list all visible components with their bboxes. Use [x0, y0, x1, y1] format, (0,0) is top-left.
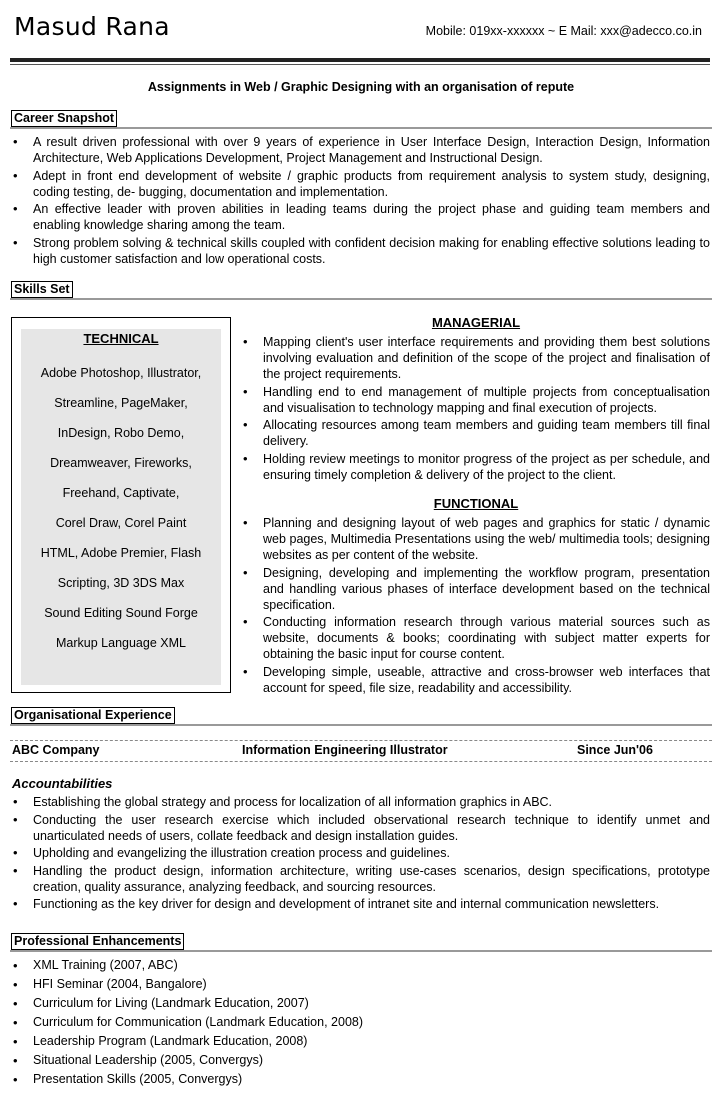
list-item: • Conducting information research through various material sources such as website, documents & books; coordinating with subject matter experts for obtaining the basic input for course content. — [241, 614, 710, 662]
company-name: ABC Company — [12, 743, 100, 757]
list-item: • Situational Leadership (2005, Convergys) — [11, 1052, 710, 1069]
list-item: • HFI Seminar (2004, Bangalore) — [11, 976, 710, 993]
managerial-list — [241, 334, 710, 484]
header-rule — [10, 58, 710, 62]
dotted-divider — [10, 740, 712, 741]
technical-skill: Scripting, 3D 3DS Max — [57, 576, 185, 590]
dotted-divider — [10, 761, 712, 762]
list-item: • An effective leader with proven abilities in leading teams during the project phase and guiding team members and enabling knowledge sharing among the team. — [11, 201, 710, 233]
enhancements-heading: Professional Enhancements — [11, 933, 184, 950]
list-item: • Developing simple, useable, attractive and cross-browser web interfaces that account for speed, file size, readability and accessibility. — [241, 664, 710, 696]
candidate-name: Masud Rana — [14, 12, 170, 41]
job-since: Since Jun'06 — [577, 743, 653, 757]
list-item: • Strong problem solving & technical skills coupled with confident decision making for enabling effective solutions leading to high customer satisfaction and low operational costs. — [11, 235, 710, 267]
experience-heading: Organisational Experience — [11, 707, 175, 724]
technical-skill: Sound Editing Sound Forge — [44, 606, 198, 620]
technical-skill: Streamline, PageMaker, — [54, 396, 188, 410]
list-item: • Handling the product design, information architecture, writing use-cases scenarios, design specifications, prototype creation, quality assurance, analyzing feedback, and sourcing resources. — [11, 863, 710, 895]
list-item: • Curriculum for Communication (Landmark Education, 2008) — [11, 1014, 710, 1031]
list-item: • Designing, developing and implementing the workflow program, presentation and handling various phases of interface development based on the technical specification. — [241, 565, 710, 613]
skills-heading: Skills Set — [11, 281, 73, 298]
list-item: • Presentation Skills (2005, Convergys) — [11, 1071, 710, 1088]
technical-skill: InDesign, Robo Demo, — [57, 426, 185, 440]
job-title: Information Engineering Illustrator — [242, 743, 448, 757]
section-rule — [10, 298, 712, 300]
technical-skills-box — [11, 317, 231, 693]
technical-skill: Corel Draw, Corel Paint — [55, 516, 187, 530]
technical-skill: Markup Language XML — [56, 636, 186, 650]
list-item: • Holding review meetings to monitor progress of the project as per schedule, and ensuring timely completion & delivery of the project to the client. — [241, 451, 710, 483]
header-rule-thin — [10, 64, 710, 65]
list-item: • Leadership Program (Landmark Education, 2008) — [11, 1033, 710, 1050]
enhancements-list — [11, 957, 710, 1090]
section-rule — [10, 127, 712, 129]
functional-list — [241, 515, 710, 697]
managerial-title: MANAGERIAL — [431, 315, 521, 330]
headline: Assignments in Web / Graphic Designing with an organisation of repute — [147, 80, 575, 94]
list-item: • Conducting the user research exercise which included observational research technique to identify unmet and unarticulated needs of users, collate feedback and design installation guides. — [11, 812, 710, 844]
list-item: • Establishing the global strategy and process for localization of all information graphics in ABC. — [11, 794, 710, 810]
technical-title: TECHNICAL — [83, 331, 159, 346]
technical-skills-panel — [21, 329, 221, 685]
list-item: • A result driven professional with over 9 years of experience in User Interface Design, Interaction Design, Information Architecture, Web Applications Development, Project Management and Instructional Design. — [11, 134, 710, 166]
list-item: • Handling end to end management of multiple projects from conceptualisation and visualisation to technology mapping and final execution of projects. — [241, 384, 710, 416]
accountabilities-title: Accountabilities — [12, 776, 113, 791]
list-item: • Upholding and evangelizing the illustration creation process and guidelines. — [11, 845, 710, 861]
functional-title: FUNCTIONAL — [433, 496, 519, 511]
list-item: • Planning and designing layout of web pages and graphics for static / dynamic web pages, Multimedia Presentations using the web/ multimedia tools; designing websites as per content of the website. — [241, 515, 710, 563]
section-rule — [10, 950, 712, 952]
contact-info: Mobile: 019xx-xxxxxx ~ E Mail: xxx@adecco.co.in — [425, 24, 702, 38]
list-item: • Mapping client's user interface requirements and providing them best solutions involving evaluation and definition of the scope of the project and finalisation of the project requirements. — [241, 334, 710, 382]
list-item: • Adept in front end development of website / graphic products from requirement analysis to system study, designing, coding testing, de- bugging, documentation and implementation. — [11, 168, 710, 200]
technical-skill: Adobe Photoshop, Illustrator, — [40, 366, 202, 380]
list-item: • Functioning as the key driver for design and development of intranet site and internal communication newsletters. — [11, 896, 710, 912]
list-item: • XML Training (2007, ABC) — [11, 957, 710, 974]
list-item: • Allocating resources among team members and guiding team members till final delivery. — [241, 417, 710, 449]
technical-skill: HTML, Adobe Premier, Flash — [40, 546, 202, 560]
technical-skill: Freehand, Captivate, — [62, 486, 180, 500]
technical-skill: Dreamweaver, Fireworks, — [50, 456, 192, 470]
section-rule — [10, 724, 712, 726]
career-snapshot-heading: Career Snapshot — [11, 110, 117, 127]
career-list — [11, 134, 710, 268]
list-item: • Curriculum for Living (Landmark Education, 2007) — [11, 995, 710, 1012]
accountabilities-list — [11, 794, 710, 914]
